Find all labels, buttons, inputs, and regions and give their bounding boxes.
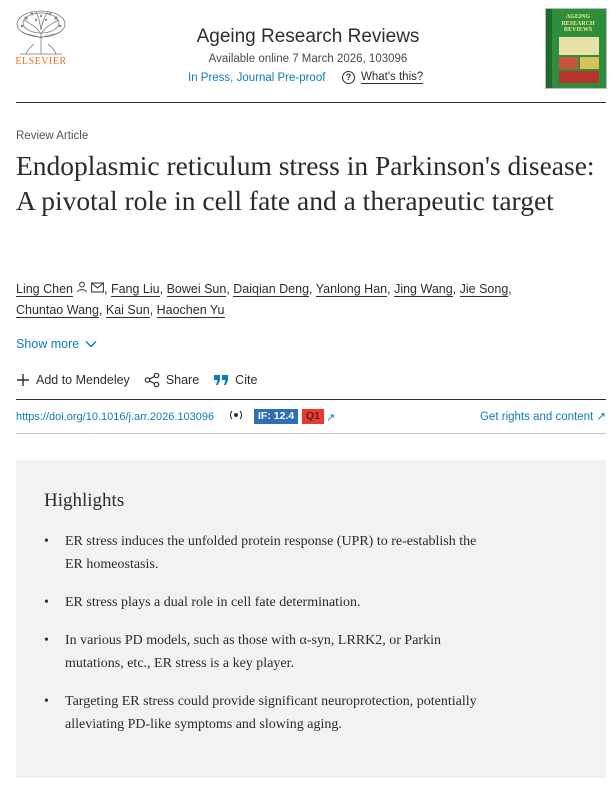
- add-to-mendeley-button[interactable]: [16, 373, 130, 387]
- doi-divider: [16, 433, 606, 434]
- highlight-text: Targeting ER stress could provide significant neuroprotection, potentially alleviating PD-like symptoms and slowing aging.: [65, 694, 477, 732]
- author-link[interactable]: Yanlong Han: [315, 282, 388, 296]
- author-link[interactable]: Daiqian Deng: [233, 282, 310, 296]
- quartile-badge[interactable]: Q1: [302, 409, 324, 424]
- author-link[interactable]: Fang Liu: [110, 282, 160, 296]
- list-item: [44, 629, 484, 675]
- article-header: [0, 0, 616, 102]
- actions-divider: [16, 399, 606, 400]
- list-item: [44, 690, 484, 736]
- envelope-icon[interactable]: [91, 279, 104, 300]
- plus-icon: [16, 373, 30, 387]
- chevron-down-icon: [85, 337, 97, 351]
- question-icon: ?: [342, 71, 355, 84]
- highlights-heading: Highlights: [44, 490, 125, 511]
- highlights-section: [16, 460, 606, 778]
- doi-row: [16, 409, 606, 427]
- author-link[interactable]: Jie Song: [459, 282, 509, 296]
- share-label: Share: [165, 373, 200, 387]
- bullet-icon: •: [44, 694, 49, 709]
- author-link[interactable]: Ling Chen: [16, 282, 73, 296]
- author-list: Ling Chen , Fang Liu, Bowei Sun, Daiqian Deng, Yanlong Han, Jing Wang, Jie Song, Chuntao Wang, Kai Sun, Haochen Yu: [16, 279, 596, 321]
- get-rights-link[interactable]: Get rights and content ↗: [480, 411, 606, 423]
- share-button[interactable]: [144, 372, 199, 388]
- author-link[interactable]: Jing Wang: [394, 282, 453, 296]
- quote-icon: [213, 373, 229, 387]
- list-item: [44, 530, 484, 576]
- author-link[interactable]: Haochen Yu: [156, 303, 225, 318]
- author-link[interactable]: Bowei Sun: [166, 282, 227, 296]
- whats-this-button[interactable]: [342, 71, 423, 84]
- author-link[interactable]: Kai Sun: [105, 303, 150, 318]
- whats-this-label: What's this?: [361, 71, 424, 83]
- highlight-text: In various PD models, such as those with α-syn, LRRK2, or Parkin mutations, etc., ER stress is a key player.: [65, 633, 441, 671]
- elsevier-wordmark: ELSEVIER: [15, 56, 67, 67]
- cite-label: Cite: [235, 373, 258, 387]
- bullet-icon: •: [44, 534, 49, 549]
- highlights-list: [44, 530, 484, 751]
- show-more-button[interactable]: [16, 337, 97, 351]
- article-actions-bar: [16, 372, 271, 388]
- doi-link[interactable]: https://doi.org/10.1016/j.arr.2026.103096: [16, 411, 215, 423]
- author-link[interactable]: Chuntao Wang: [16, 303, 99, 318]
- list-item: [44, 591, 484, 614]
- header-divider: [16, 102, 606, 103]
- person-icon[interactable]: [76, 279, 88, 300]
- journal-title-link[interactable]: Ageing Research Reviews: [196, 26, 420, 47]
- bullet-icon: •: [44, 633, 49, 648]
- impact-factor-badge[interactable]: IF: 12.4: [254, 409, 298, 424]
- cover-title: AGEING RESEARCH REVIEWS: [561, 14, 595, 33]
- available-online-text: Available online 7 March 2026, 103096: [208, 53, 408, 65]
- bullet-icon: •: [44, 595, 49, 610]
- highlight-text: ER stress induces the unfolded protein response (UPR) to re-establish the ER homeostasis.: [65, 534, 477, 572]
- add-to-mendeley-label: Add to Mendeley: [36, 373, 130, 387]
- article-type-label: Review Article: [16, 130, 89, 142]
- external-arrow-icon[interactable]: ↗: [326, 412, 336, 424]
- highlight-text: ER stress plays a dual role in cell fate determination.: [65, 595, 361, 610]
- article-title: Endoplasmic reticulum stress in Parkinson's disease: A pivotal role in cell fate and a therapeutic target: [16, 150, 595, 216]
- share-icon: [144, 372, 160, 388]
- journal-cover-thumbnail[interactable]: [545, 8, 607, 89]
- journal-pre-proof-status[interactable]: In Press, Journal Pre-proof: [188, 72, 326, 84]
- cover-image-left: [559, 57, 578, 69]
- cover-spine: [546, 9, 552, 89]
- metric-icon[interactable]: [230, 410, 242, 423]
- cite-button[interactable]: [213, 373, 257, 387]
- cover-image-bottom: [559, 71, 599, 83]
- cover-image-top: [559, 37, 599, 55]
- cover-image-right: [580, 57, 599, 69]
- show-more-label: Show more: [16, 337, 80, 351]
